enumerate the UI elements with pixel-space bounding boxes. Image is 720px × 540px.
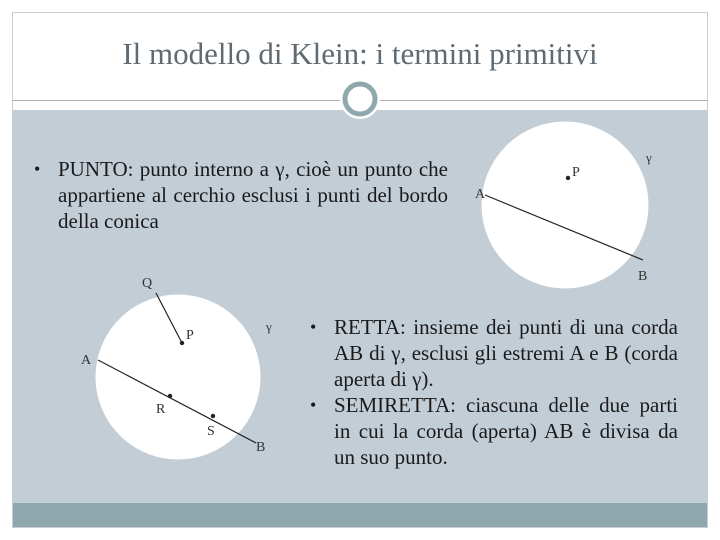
label-p: P xyxy=(186,328,194,343)
klein-point-diagram xyxy=(470,120,700,300)
bullet-list-top xyxy=(24,156,448,234)
bullet-punto: • PUNTO: punto interno a γ, cioè un punto che appartiene al cerchio esclusi i punti del bordo della conica xyxy=(24,156,448,234)
label-q: Q xyxy=(142,276,153,291)
footer-bar xyxy=(13,503,707,527)
bullet-list-bottom xyxy=(300,314,678,470)
bullet-retta: • RETTA: insieme dei punti di una corda AB di γ, esclusi gli estremi A e B (corda aperta di γ). xyxy=(300,314,678,392)
label-a: A xyxy=(475,187,486,202)
circle-ornament-icon xyxy=(338,77,382,121)
point-p-dot xyxy=(180,341,184,345)
label-gamma: γ xyxy=(266,319,272,334)
label-r: R xyxy=(156,402,166,417)
slide-title: Il modello di Klein: i termini primitivi xyxy=(122,36,598,71)
label-a: A xyxy=(81,353,92,368)
label-b: B xyxy=(256,440,266,455)
circle-gamma xyxy=(96,295,260,459)
label-p: P xyxy=(572,165,580,180)
label-gamma: γ xyxy=(646,150,652,165)
point-s-dot xyxy=(211,414,215,418)
point-r-dot xyxy=(168,394,172,398)
label-b: B xyxy=(638,269,648,284)
point-p-dot xyxy=(566,176,570,180)
klein-line-diagram xyxy=(70,265,300,465)
bullet-semiretta: • SEMIRETTA: ciascuna delle due parti in cui la corda (aperta) AB è divisa da un suo punto. xyxy=(300,392,678,470)
circle-gamma xyxy=(482,122,648,288)
label-s: S xyxy=(207,424,215,439)
